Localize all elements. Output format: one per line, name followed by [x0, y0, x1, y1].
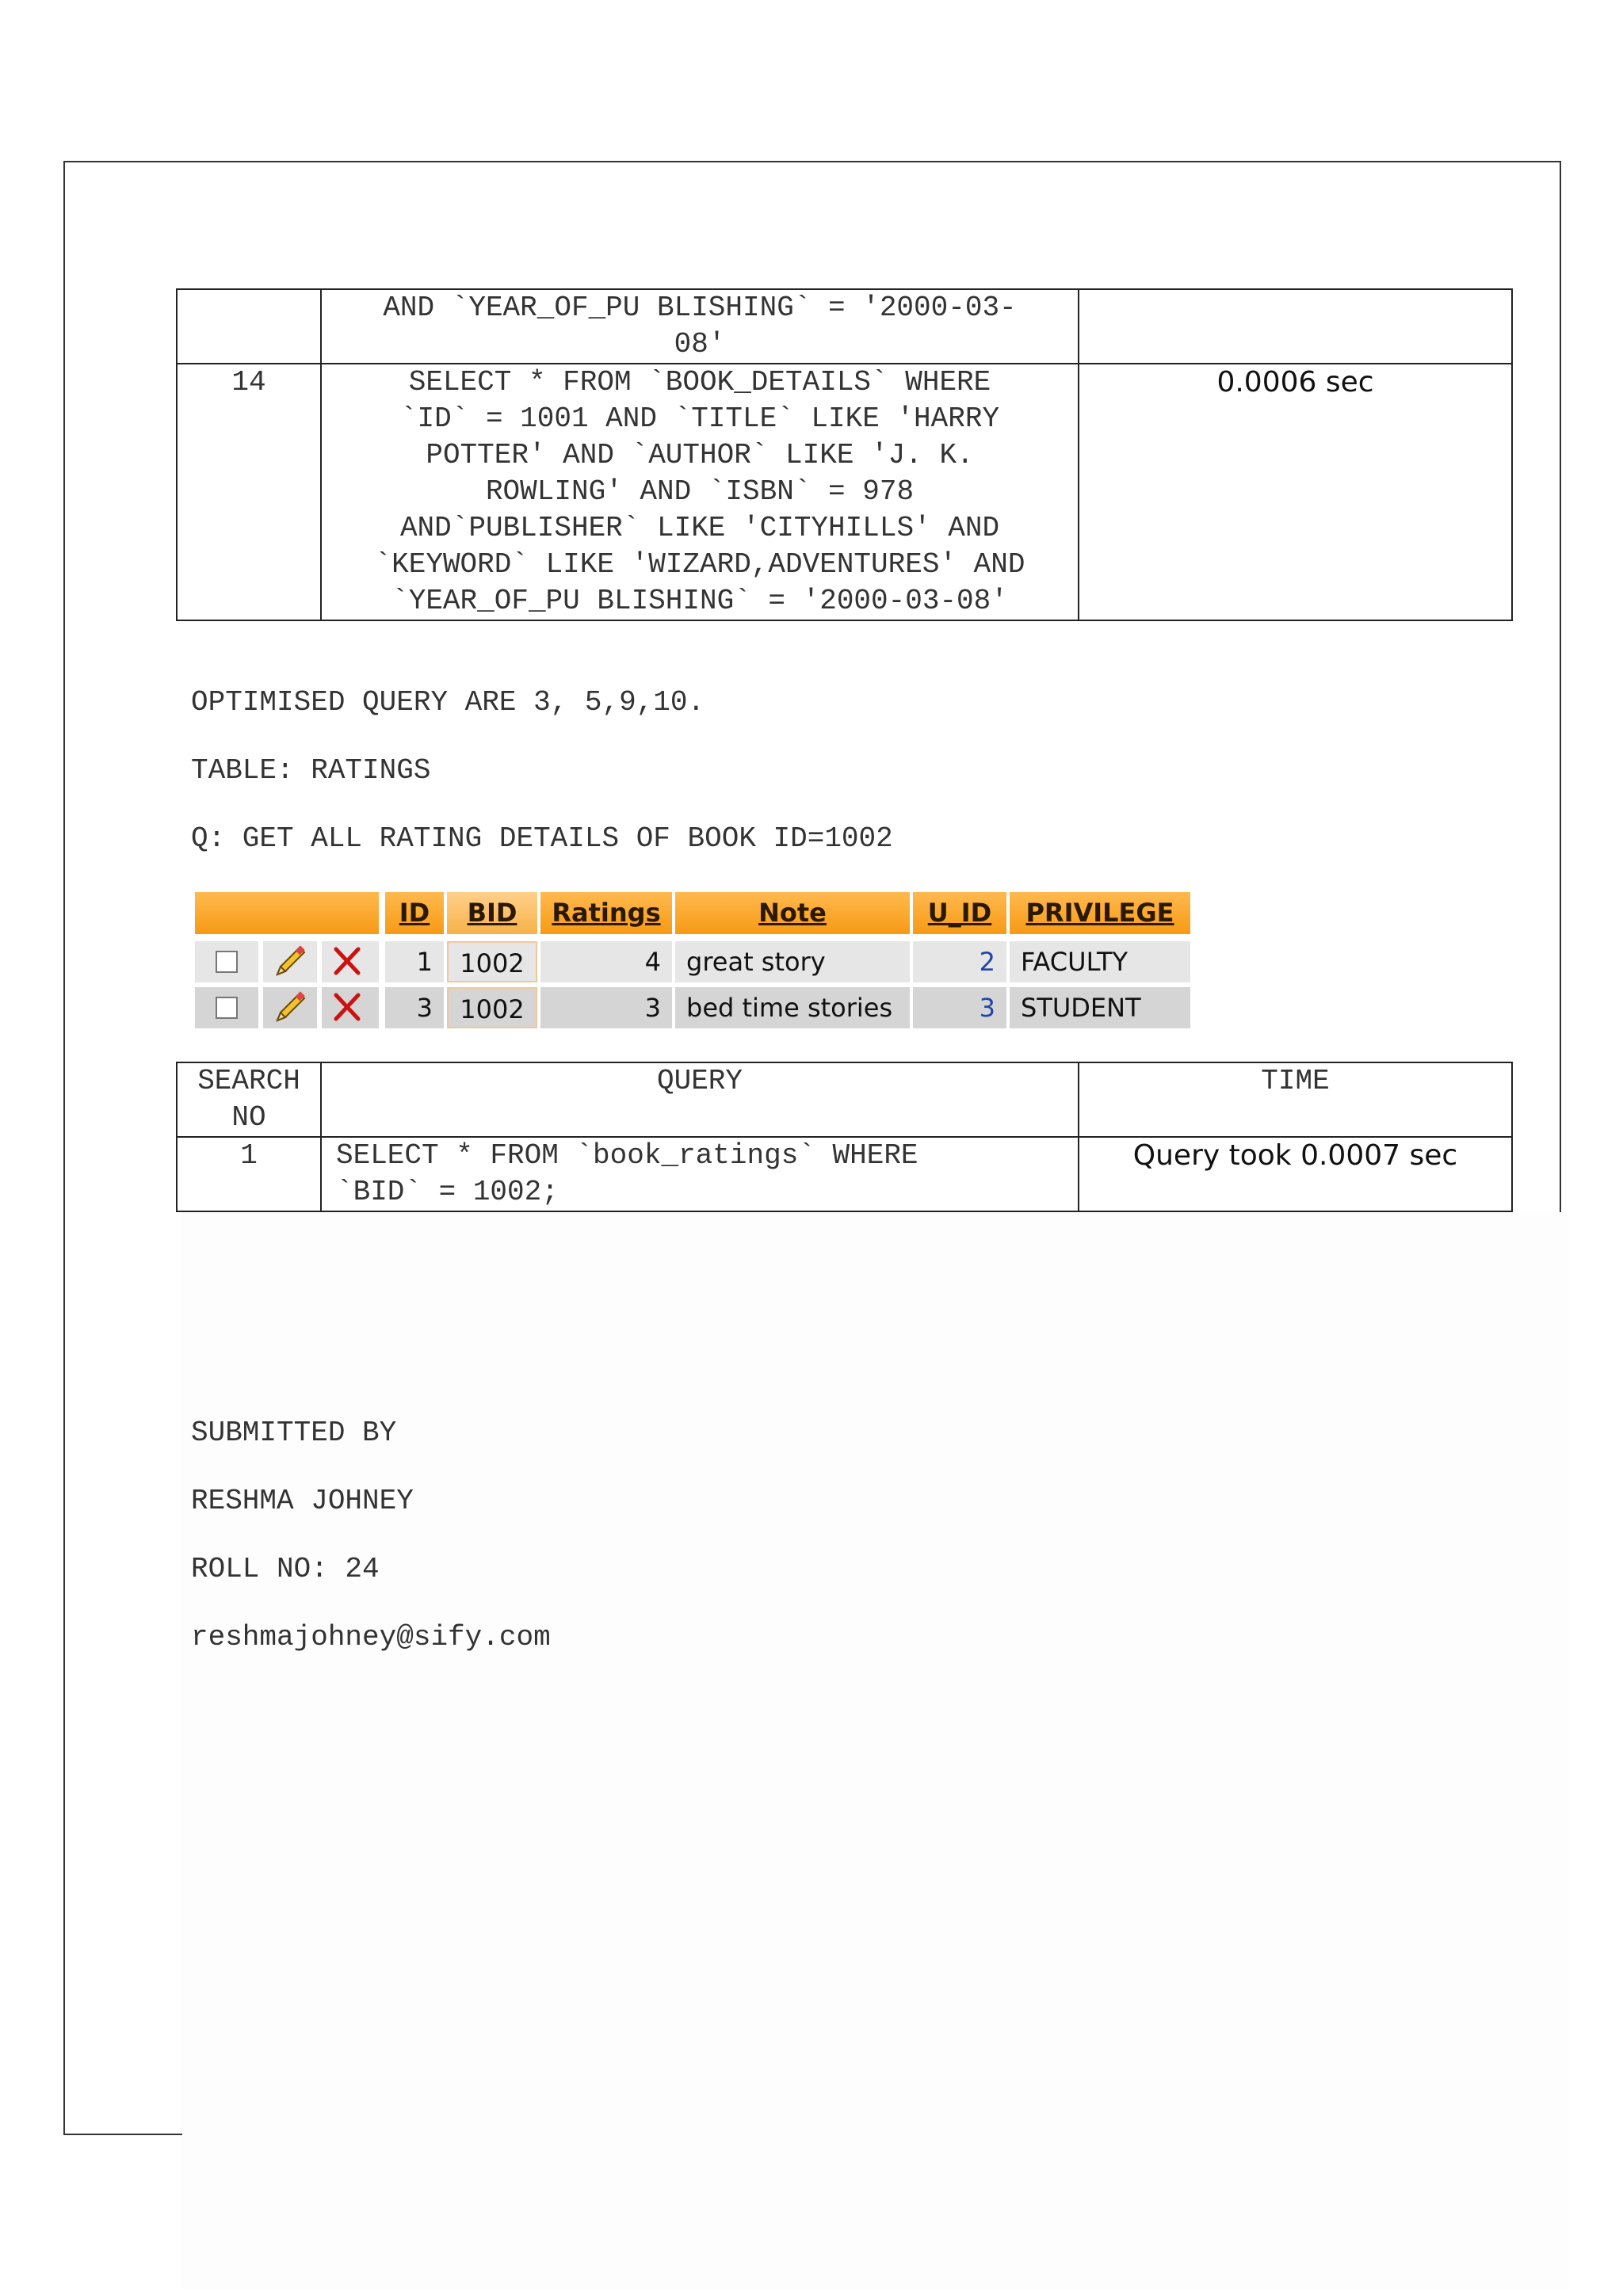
edit-pencil-icon[interactable]	[271, 944, 309, 979]
search-no-cell: 14	[177, 364, 321, 620]
author-email: reshmajohney@sify.com	[191, 1621, 551, 1653]
table-row	[177, 364, 1512, 620]
query-line: `YEAR_OF_PU BLISHING` = '2000-03-08'	[391, 585, 1008, 617]
query-line: ROWLING' AND `ISBN` = 978	[485, 475, 915, 508]
query-header: QUERY	[321, 1062, 1079, 1137]
author-name: RESHMA JOHNEY	[191, 1485, 414, 1517]
page-shading	[182, 1212, 1569, 2290]
column-header-ratings[interactable]: Ratings	[540, 892, 672, 934]
query-line: AND`PUBLISHER` LIKE 'CITYHILLS' AND	[399, 512, 1000, 544]
checkbox-icon[interactable]	[216, 951, 238, 973]
ratings-cell: 4	[540, 941, 672, 982]
table-label: TABLE: RATINGS	[191, 754, 431, 787]
time-cell: 0.0006 sec	[1079, 364, 1512, 620]
time-cell	[1079, 289, 1512, 364]
delete-cell	[322, 941, 379, 982]
query-line: `BID` = 1002;	[336, 1176, 559, 1208]
query-table-bottom	[176, 1062, 1513, 1212]
id-cell: 1	[385, 941, 444, 982]
header-line: NO	[231, 1101, 266, 1134]
submitted-by-label: SUBMITTED BY	[191, 1417, 397, 1449]
column-header-bid[interactable]: BID	[447, 892, 537, 934]
time-header: TIME	[1079, 1062, 1512, 1137]
delete-cell	[322, 987, 379, 1028]
row-select-cell	[195, 941, 258, 982]
ratings-result-grid	[195, 892, 1190, 1032]
table-row	[177, 1137, 1512, 1211]
row-select-cell	[195, 987, 258, 1028]
table-row	[177, 289, 1512, 364]
column-header-note[interactable]: Note	[675, 892, 910, 934]
edit-cell	[263, 987, 317, 1028]
query-table-top	[176, 288, 1513, 621]
query-line: 08'	[674, 328, 726, 360]
query-line: AND `YEAR_OF_PU BLISHING` = '2000-03-	[383, 292, 1017, 324]
header-line: SEARCH	[197, 1065, 300, 1097]
roll-number: ROLL NO: 24	[191, 1553, 380, 1585]
checkbox-icon[interactable]	[216, 997, 238, 1019]
ratings-cell: 3	[540, 987, 672, 1028]
query-cell	[321, 289, 1079, 364]
query-line: SELECT * FROM `book_ratings` WHERE	[336, 1139, 918, 1172]
column-header-id[interactable]: ID	[385, 892, 444, 934]
time-cell: Query took 0.0007 sec	[1079, 1137, 1512, 1211]
column-header-privilege[interactable]: PRIVILEGE	[1010, 892, 1190, 934]
note-cell: bed time stories	[675, 987, 910, 1028]
query-line: POTTER' AND `AUTHOR` LIKE 'J. K.	[426, 439, 974, 471]
id-cell: 3	[385, 987, 444, 1028]
bid-cell: 1002	[447, 987, 537, 1028]
query-line: `ID` = 1001 AND `TITLE` LIKE 'HARRY	[399, 402, 1000, 435]
delete-x-icon[interactable]	[330, 990, 365, 1025]
query-cell	[321, 364, 1079, 620]
search-no-header	[177, 1062, 321, 1137]
bid-cell: 1002	[447, 941, 537, 982]
optimised-note: OPTIMISED QUERY ARE 3, 5,9,10.	[191, 686, 705, 719]
edit-cell	[263, 941, 317, 982]
question-text: Q: GET ALL RATING DETAILS OF BOOK ID=1002	[191, 822, 893, 855]
search-no-cell	[177, 289, 321, 364]
grid-header-actions	[195, 892, 379, 934]
column-header-u-id[interactable]: U_ID	[913, 892, 1006, 934]
u-id-link[interactable]: 2	[913, 941, 1006, 982]
query-cell	[321, 1137, 1079, 1211]
u-id-link[interactable]: 3	[913, 987, 1006, 1028]
note-cell: great story	[675, 941, 910, 982]
search-no-cell: 1	[177, 1137, 321, 1211]
query-line: SELECT * FROM `BOOK_DETAILS` WHERE	[408, 366, 991, 399]
privilege-cell: STUDENT	[1010, 987, 1190, 1028]
delete-x-icon[interactable]	[330, 944, 365, 979]
query-line: `KEYWORD` LIKE 'WIZARD,ADVENTURES' AND	[374, 548, 1025, 581]
edit-pencil-icon[interactable]	[271, 990, 309, 1025]
table-header-row	[177, 1062, 1512, 1137]
privilege-cell: FACULTY	[1010, 941, 1190, 982]
